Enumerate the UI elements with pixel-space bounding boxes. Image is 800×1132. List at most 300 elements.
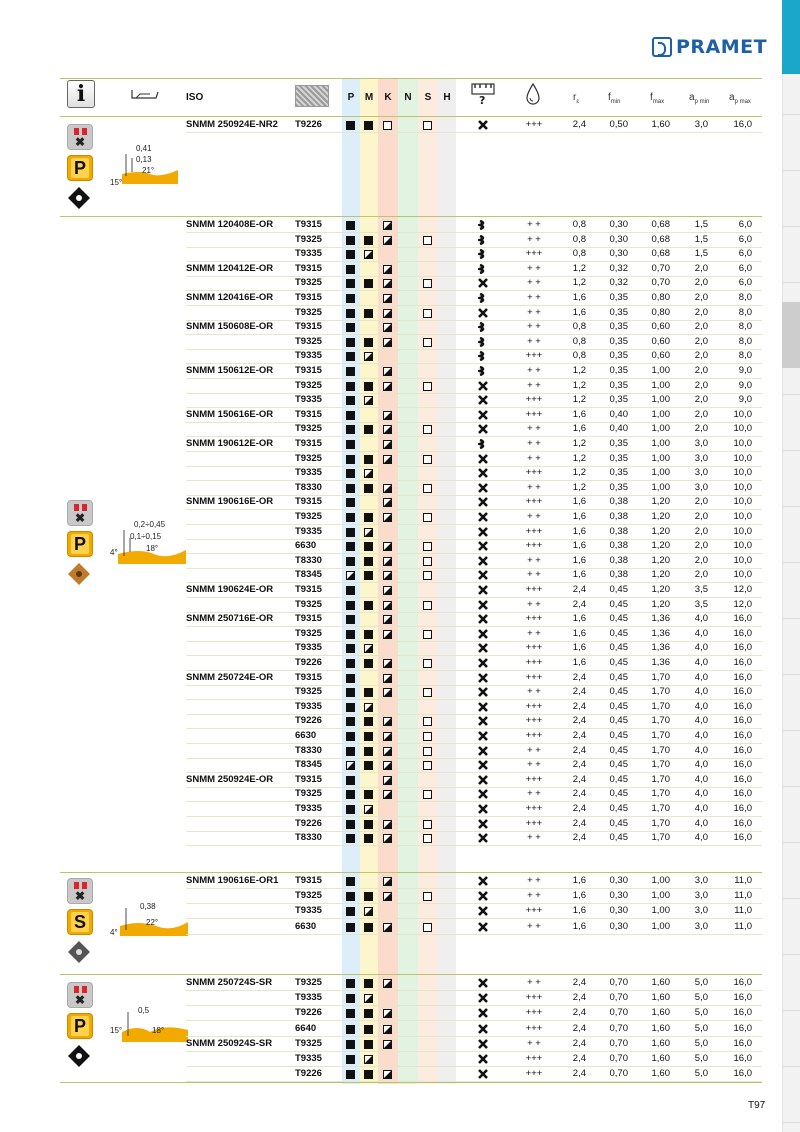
fmin-header	[608, 92, 620, 105]
depth-min: 2,0	[694, 277, 708, 289]
material-suitability-mark	[364, 923, 373, 932]
geometry-label: 18°	[146, 544, 159, 553]
depth-min: 4,0	[694, 788, 708, 800]
material-suitability-mark	[346, 601, 355, 610]
table-row	[0, 306, 780, 320]
feed-max: 1,00	[651, 875, 670, 886]
material-suitability-mark	[346, 892, 355, 901]
grade-code: T8330	[295, 554, 322, 566]
feed-max: 0,68	[651, 248, 670, 260]
corner-radius: 1,6	[572, 569, 586, 581]
insert-shape-icon	[67, 940, 91, 964]
cross-chip-icon	[478, 819, 488, 829]
cross-chip-icon	[478, 731, 488, 741]
coolant-rating: + +	[527, 554, 541, 566]
material-suitability-mark	[346, 615, 355, 624]
material-suitability-mark	[383, 440, 392, 449]
feed-max: 1,36	[651, 642, 670, 654]
grade-code: T9325	[295, 890, 322, 902]
coolant-rating: + +	[527, 759, 541, 771]
material-suitability-mark	[364, 528, 373, 537]
corner-radius: 0,8	[572, 335, 586, 347]
header-material-k: K	[384, 92, 392, 103]
depth-max: 6,0	[738, 219, 752, 230]
grade-code: T9335	[295, 248, 322, 260]
chapter-index-mark	[783, 1122, 800, 1123]
row-rule	[186, 934, 762, 935]
feed-min: 0,45	[609, 817, 628, 829]
feed-min: 0,70	[609, 992, 628, 1004]
corner-radius: 2,4	[572, 598, 586, 610]
cross-chip-icon	[478, 600, 488, 610]
feed-min: 0,70	[609, 1007, 628, 1019]
chapter-index-mark	[783, 618, 800, 619]
coolant-rating: + +	[527, 686, 541, 698]
depth-min: 2,0	[694, 365, 708, 376]
feed-max: 1,36	[651, 657, 670, 668]
coolant-rating: + +	[527, 452, 541, 464]
coolant-rating: +++	[525, 657, 543, 668]
feed-min: 0,35	[609, 438, 628, 449]
feed-max: 1,00	[651, 365, 670, 376]
coolant-rating: +++	[525, 248, 543, 260]
table-row	[0, 598, 780, 612]
table-row	[0, 991, 780, 1005]
iso-group-icon	[67, 155, 93, 181]
depth-max: 16,0	[733, 744, 752, 756]
material-suitability-mark	[364, 979, 373, 988]
material-suitability-mark	[383, 542, 392, 551]
header-material-m: M	[364, 92, 374, 103]
table-row	[0, 364, 780, 378]
depth-max: 6,0	[738, 262, 752, 274]
cross-chip-icon	[478, 1024, 488, 1034]
material-suitability-mark	[364, 542, 373, 551]
feed-max: 1,00	[651, 379, 670, 391]
feed-max: 1,70	[651, 803, 670, 814]
depth-max: 8,0	[738, 335, 752, 347]
material-suitability-mark	[364, 717, 373, 726]
corner-radius: 2,4	[572, 817, 586, 829]
material-suitability-mark	[364, 1025, 373, 1034]
cross-chip-icon	[478, 395, 488, 405]
wave-chip-icon	[478, 351, 488, 361]
material-suitability-mark	[383, 834, 392, 843]
material-suitability-mark	[346, 717, 355, 726]
depth-min: 3,0	[694, 920, 708, 932]
depth-max: 16,0	[733, 977, 752, 988]
table-row	[0, 1022, 780, 1036]
corner-radius: 1,6	[572, 306, 586, 318]
insert-designation: SNMM 150616E-OR	[186, 408, 274, 420]
depth-min: 5,0	[694, 977, 708, 988]
material-suitability-mark	[423, 834, 432, 843]
feed-min: 0,35	[609, 321, 628, 333]
depth-max: 10,0	[733, 554, 752, 566]
depth-max: 16,0	[733, 817, 752, 829]
insert-designation: SNMM 250716E-OR	[186, 613, 274, 625]
material-suitability-mark	[346, 923, 355, 932]
coolant-rating: +++	[525, 467, 543, 479]
depth-min: 5,0	[694, 1037, 708, 1049]
corner-radius: 1,2	[572, 452, 586, 464]
table-row	[0, 874, 780, 888]
feed-min: 0,45	[609, 657, 628, 668]
apmax-header	[729, 92, 751, 105]
insert-designation: SNMM 250924E-NR2	[186, 119, 278, 130]
material-suitability-mark	[423, 923, 432, 932]
block-separator	[60, 216, 762, 217]
feed-max: 0,68	[651, 233, 670, 245]
cross-chip-icon	[478, 789, 488, 799]
feed-min: 0,38	[609, 540, 628, 552]
feed-min: 0,38	[609, 569, 628, 581]
table-row	[0, 393, 780, 407]
fmax-symbol: f	[650, 92, 653, 103]
header-bottom-rule	[60, 116, 762, 117]
corner-radius: 1,6	[572, 613, 586, 625]
depth-min: 2,0	[694, 496, 708, 508]
material-suitability-mark	[346, 630, 355, 639]
coolant-rating: +++	[525, 584, 543, 595]
depth-max: 16,0	[733, 788, 752, 800]
depth-max: 16,0	[733, 1053, 752, 1064]
geometry-label: 0,13	[136, 155, 152, 164]
coolant-rating: + +	[527, 321, 541, 333]
corner-radius: 1,6	[572, 554, 586, 566]
cross-chip-icon	[478, 585, 488, 595]
grade-code: T9325	[295, 1037, 322, 1049]
feed-max: 1,70	[651, 715, 670, 727]
fmin-symbol: f	[608, 92, 611, 103]
feed-min: 0,70	[609, 1053, 628, 1064]
feed-min: 0,45	[609, 613, 628, 625]
material-suitability-mark	[364, 761, 373, 770]
coolant-rating: +++	[525, 350, 543, 362]
table-row	[0, 627, 780, 641]
feed-max: 0,60	[651, 335, 670, 347]
chapter-index-mark	[783, 226, 800, 227]
cross-chip-icon	[478, 454, 488, 464]
depth-max: 16,0	[733, 730, 752, 741]
material-suitability-mark	[364, 571, 373, 580]
cross-chip-icon	[478, 1054, 488, 1064]
page-number: T97	[748, 1100, 766, 1111]
cross-chip-icon	[478, 308, 488, 318]
table-row	[0, 291, 780, 305]
feed-max: 1,20	[651, 540, 670, 552]
corner-radius: 2,4	[572, 1037, 586, 1049]
depth-min: 4,0	[694, 730, 708, 741]
depth-max: 6,0	[738, 248, 752, 260]
radius-header	[573, 92, 579, 105]
material-suitability-mark	[346, 557, 355, 566]
turning-tool-icon: ✖	[67, 878, 93, 904]
coolant-rating: + +	[527, 890, 541, 902]
material-suitability-mark	[383, 513, 392, 522]
material-suitability-mark	[364, 455, 373, 464]
feed-max: 1,00	[651, 423, 670, 435]
material-suitability-mark	[346, 994, 355, 1003]
material-suitability-mark	[364, 279, 373, 288]
feed-min: 0,38	[609, 554, 628, 566]
depth-min: 2,0	[694, 335, 708, 347]
grade-code: T9226	[295, 1068, 322, 1080]
feed-min: 0,45	[609, 700, 628, 712]
table-row	[0, 1006, 780, 1020]
feed-min: 0,30	[609, 248, 628, 260]
coolant-rating: + +	[527, 423, 541, 435]
grade-code: T9325	[295, 379, 322, 391]
material-suitability-mark	[383, 221, 392, 230]
material-suitability-mark	[383, 615, 392, 624]
cross-chip-icon	[478, 1069, 488, 1079]
material-suitability-mark	[383, 294, 392, 303]
depth-min: 4,0	[694, 817, 708, 829]
depth-min: 2,0	[694, 262, 708, 274]
table-row	[0, 787, 780, 801]
material-suitability-mark	[383, 382, 392, 391]
table-row	[0, 525, 780, 539]
corner-radius: 1,6	[572, 657, 586, 668]
feed-min: 0,70	[609, 1037, 628, 1049]
table-row	[0, 889, 780, 903]
feed-max: 1,00	[651, 438, 670, 449]
material-suitability-mark	[383, 776, 392, 785]
corner-radius: 1,6	[572, 642, 586, 654]
corner-radius: 1,2	[572, 467, 586, 479]
chapter-index-mark	[783, 114, 800, 115]
grade-code: T9325	[295, 788, 322, 800]
grade-code: T8345	[295, 759, 322, 771]
grade-code: 6630	[295, 730, 317, 741]
feed-max: 1,70	[651, 832, 670, 844]
material-suitability-mark	[364, 907, 373, 916]
material-suitability-mark	[383, 732, 392, 741]
cross-chip-icon	[478, 424, 488, 434]
depth-max: 16,0	[733, 613, 752, 625]
feed-min: 0,35	[609, 481, 628, 493]
depth-min: 4,0	[694, 627, 708, 639]
depth-min: 5,0	[694, 1068, 708, 1080]
coolant-rating: + +	[527, 365, 541, 376]
material-suitability-mark	[383, 688, 392, 697]
material-suitability-mark	[383, 279, 392, 288]
feed-max: 0,80	[651, 292, 670, 303]
depth-min: 2,0	[694, 408, 708, 420]
depth-max: 16,0	[733, 686, 752, 698]
material-suitability-mark	[383, 236, 392, 245]
grade-code: T9226	[295, 1007, 322, 1019]
material-suitability-mark	[364, 236, 373, 245]
chapter-index-mark	[783, 170, 800, 171]
corner-radius: 1,2	[572, 277, 586, 289]
material-suitability-mark	[423, 790, 432, 799]
grade-code: T9325	[295, 977, 322, 988]
depth-max: 16,0	[733, 992, 752, 1004]
material-suitability-mark	[383, 425, 392, 434]
table-row	[0, 729, 780, 743]
coolant-rating: +++	[525, 394, 543, 406]
table-row	[0, 744, 780, 758]
material-suitability-mark	[364, 601, 373, 610]
feed-max: 1,60	[651, 992, 670, 1004]
table-row	[0, 802, 780, 816]
fmax-subscript: max	[652, 99, 665, 105]
header-material-n: N	[404, 92, 412, 103]
material-suitability-mark	[346, 323, 355, 332]
info-icon[interactable]: i	[67, 80, 95, 108]
table-top-rule	[60, 78, 762, 79]
feed-max: 1,60	[651, 1037, 670, 1049]
feed-min: 0,40	[609, 408, 628, 420]
chapter-index-mark	[783, 674, 800, 675]
grade-code: T9335	[295, 1053, 322, 1064]
material-suitability-mark	[346, 121, 355, 130]
depth-min: 3,0	[694, 467, 708, 479]
feed-max: 1,20	[651, 496, 670, 508]
material-suitability-mark	[364, 557, 373, 566]
cross-chip-icon	[478, 1039, 488, 1049]
feed-min: 0,70	[609, 1068, 628, 1080]
apmin-symbol: a	[689, 92, 695, 103]
material-suitability-mark	[364, 805, 373, 814]
material-suitability-mark	[364, 703, 373, 712]
cross-chip-icon	[478, 410, 488, 420]
depth-min: 3,0	[694, 905, 708, 917]
material-suitability-mark	[423, 732, 432, 741]
feed-min: 0,35	[609, 335, 628, 347]
table-row	[0, 408, 780, 422]
insert-designation: SNMM 190616E-OR	[186, 496, 274, 508]
feed-min: 0,35	[609, 394, 628, 406]
cross-chip-icon	[478, 556, 488, 566]
insert-designation: SNMM 190624E-OR	[186, 584, 274, 595]
feed-min: 0,50	[609, 119, 628, 130]
apmax-symbol: a	[729, 92, 735, 103]
corner-radius: 1,6	[572, 890, 586, 902]
fmax-header	[650, 92, 664, 105]
material-suitability-mark	[346, 425, 355, 434]
grade-code: T9315	[295, 773, 322, 785]
insert-designation: SNMM 120412E-OR	[186, 262, 274, 274]
pramet-logo	[652, 36, 767, 58]
corner-radius: 2,4	[572, 671, 586, 683]
material-suitability-mark	[383, 892, 392, 901]
coolant-rating: +++	[525, 496, 543, 508]
feed-min: 0,70	[609, 1022, 628, 1034]
chapter-index-mark	[783, 954, 800, 955]
corner-radius: 2,4	[572, 759, 586, 771]
grade-code: T9226	[295, 715, 322, 727]
table-row	[0, 817, 780, 831]
material-suitability-mark	[346, 834, 355, 843]
wave-chip-icon	[478, 249, 488, 259]
insert-designation: SNMM 250724S-SR	[186, 977, 273, 988]
feed-min: 0,45	[609, 744, 628, 756]
feed-min: 0,38	[609, 525, 628, 537]
material-suitability-mark	[383, 1040, 392, 1049]
geometry-label: 4°	[110, 928, 118, 937]
chapter-index-mark	[783, 1010, 800, 1011]
grade-header-icon	[295, 85, 329, 107]
depth-max: 16,0	[733, 700, 752, 712]
grade-code: T9325	[295, 511, 322, 522]
coolant-rating: +++	[525, 119, 543, 130]
depth-max: 11,0	[734, 875, 752, 886]
feed-max: 1,00	[651, 452, 670, 464]
table-row	[0, 714, 780, 728]
feed-max: 1,20	[651, 598, 670, 610]
chapter-index-strip	[782, 74, 800, 1132]
coolant-rating: + +	[527, 277, 541, 289]
feed-max: 1,20	[651, 525, 670, 537]
coolant-rating: + +	[527, 219, 541, 230]
material-suitability-mark	[423, 717, 432, 726]
table-row	[0, 495, 780, 509]
turning-tool-icon: ✖	[67, 500, 93, 526]
material-suitability-mark	[423, 513, 432, 522]
depth-max: 16,0	[733, 657, 752, 668]
material-suitability-mark	[364, 994, 373, 1003]
feed-min: 0,30	[609, 219, 628, 230]
wave-chip-icon	[478, 293, 488, 303]
coolant-drop-icon	[524, 82, 542, 106]
depth-max: 16,0	[733, 119, 752, 130]
table-row	[0, 554, 780, 568]
depth-min: 2,0	[694, 423, 708, 435]
cross-chip-icon	[478, 833, 488, 843]
feed-max: 1,60	[651, 119, 670, 130]
corner-radius: 2,4	[572, 730, 586, 741]
grade-code: T9315	[295, 365, 322, 376]
table-row	[0, 831, 780, 845]
table-row	[0, 422, 780, 436]
geometry-label: 0,2÷0,45	[134, 520, 166, 529]
corner-radius: 2,4	[572, 686, 586, 698]
coolant-rating: +++	[525, 408, 543, 420]
chapter-index-mark	[783, 506, 800, 507]
active-chapter-tab[interactable]	[782, 302, 800, 368]
corner-radius: 0,8	[572, 350, 586, 362]
grade-code: T9226	[295, 657, 322, 668]
depth-max: 8,0	[738, 321, 752, 333]
material-suitability-mark	[383, 571, 392, 580]
table-row	[0, 1052, 780, 1066]
feed-max: 1,70	[651, 759, 670, 771]
pramet-logo-icon	[652, 37, 672, 57]
cross-chip-icon	[478, 497, 488, 507]
feed-min: 0,45	[609, 832, 628, 844]
table-row	[0, 349, 780, 363]
grade-code: T9315	[295, 219, 322, 230]
corner-radius: 1,6	[572, 525, 586, 537]
grade-code: T9315	[295, 262, 322, 274]
cross-chip-icon	[478, 716, 488, 726]
table-row	[0, 568, 780, 582]
material-suitability-mark	[423, 338, 432, 347]
chapter-index-mark	[783, 450, 800, 451]
feed-min: 0,38	[609, 496, 628, 508]
material-suitability-mark	[383, 498, 392, 507]
feed-min: 0,45	[609, 730, 628, 741]
coolant-rating: +++	[525, 817, 543, 829]
feed-min: 0,35	[609, 379, 628, 391]
geometry-label: 22°	[146, 918, 159, 927]
table-row	[0, 437, 780, 451]
insert-geometry-header-icon	[130, 86, 160, 104]
iso-group-letter: P	[71, 534, 89, 554]
